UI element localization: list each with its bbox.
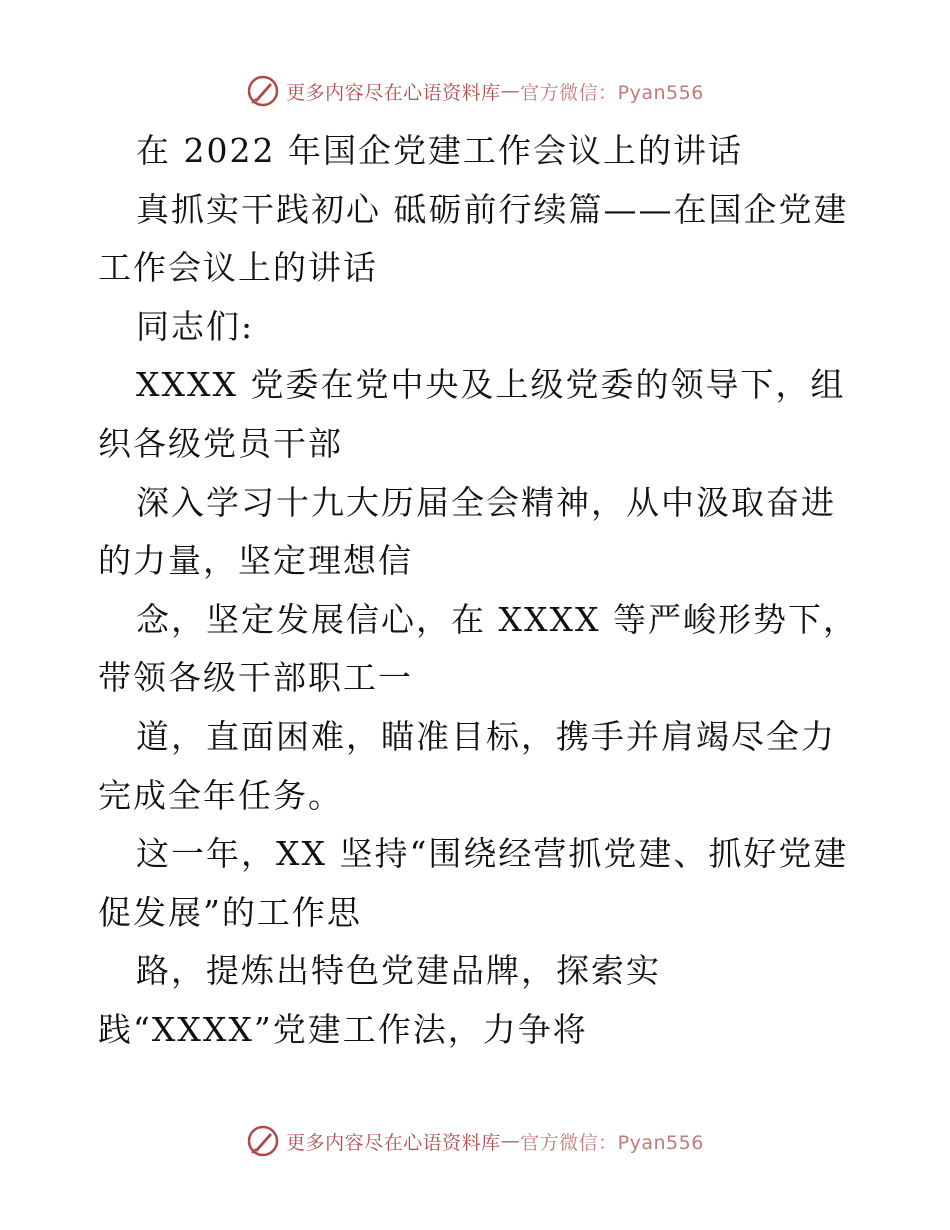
banner-text: 更多内容尽在心语资料库 bbox=[286, 81, 501, 104]
banner-wechat: 官方微信：Pyan556 bbox=[520, 81, 704, 104]
banner-wechat: 官方微信：Pyan556 bbox=[520, 1131, 704, 1154]
doc-paragraph: XXXX 党委在党中央及上级党委的领导下，组织各级党员干部 bbox=[98, 365, 846, 463]
document-body bbox=[98, 122, 858, 1060]
doc-paragraph: 深入学习十九大历届全会精神，从中汲取奋进的力量，坚定理想信 bbox=[98, 482, 836, 581]
footer-watermark-banner bbox=[0, 1121, 950, 1161]
doc-paragraph: 道，直面困难，瞄准目标，携手并肩竭尽全力完成全年任务。 bbox=[98, 716, 836, 815]
doc-paragraph: 这一年，XX 坚持“围绕经营抓党建、抓好党建促发展”的工作思 bbox=[98, 834, 849, 932]
quill-logo-icon bbox=[246, 74, 280, 108]
doc-paragraph: 路，提炼出特色党建品牌，探索实践“XXXX”党建工作法，力争将 bbox=[98, 951, 661, 1049]
doc-subtitle: 真抓实干践初心 砥砺前行续篇——在国企党建工作会议上的讲话 bbox=[98, 189, 849, 288]
banner-separator: — bbox=[500, 80, 521, 102]
doc-salutation: 同志们: bbox=[136, 306, 255, 346]
doc-paragraph: 念，坚定发展信心，在 XXXX 等严峻形势下，带领各级干部职工一 bbox=[98, 599, 858, 698]
quill-logo-icon bbox=[246, 1124, 280, 1158]
doc-title: 在 2022 年国企党建工作会议上的讲话 bbox=[136, 131, 743, 170]
banner-separator: — bbox=[500, 1130, 521, 1152]
header-watermark-banner bbox=[0, 71, 950, 111]
banner-text: 更多内容尽在心语资料库 bbox=[286, 1131, 501, 1154]
